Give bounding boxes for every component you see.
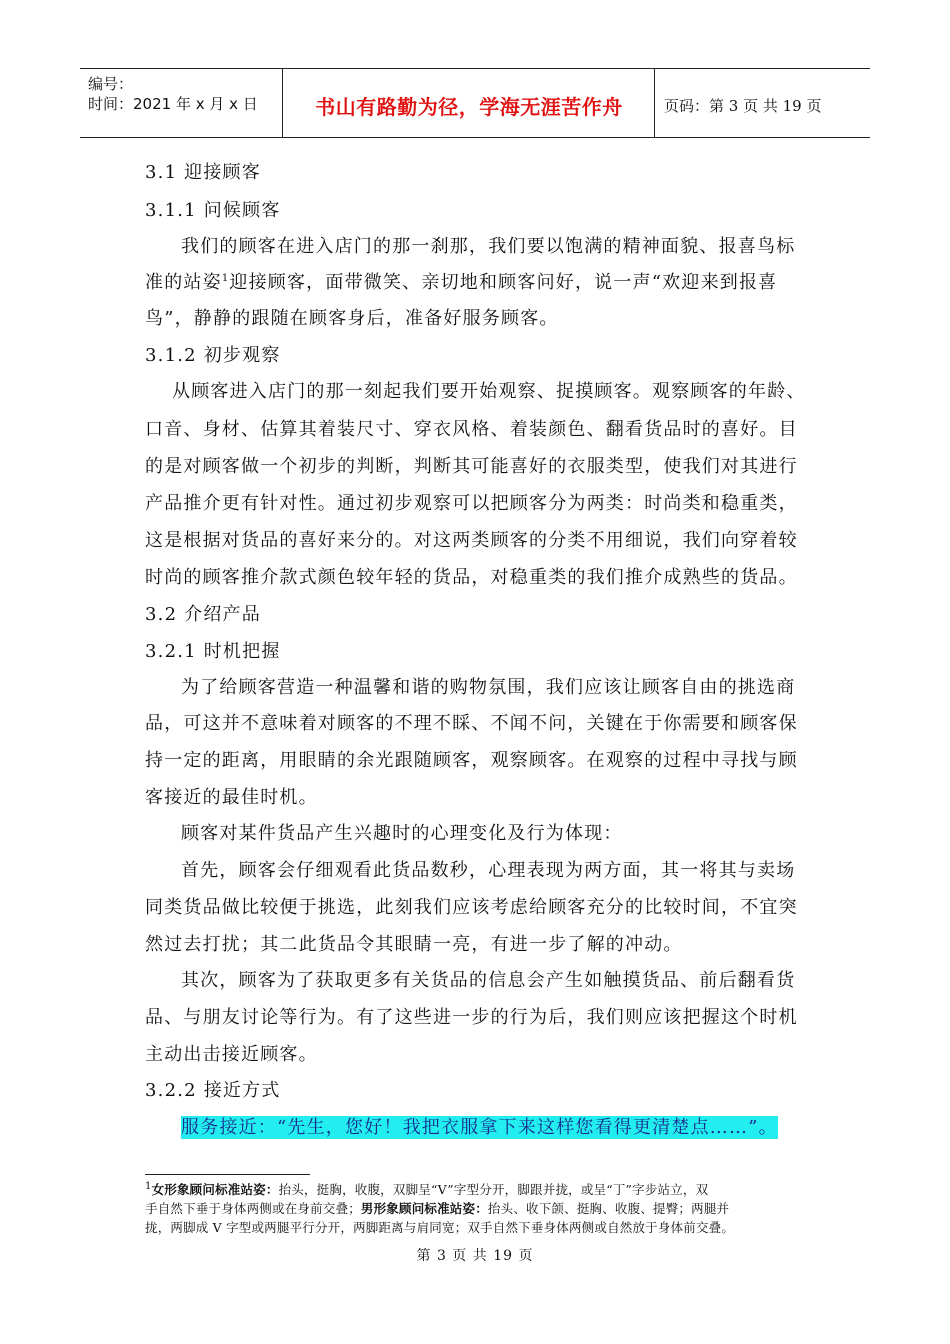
footnote-separator: [145, 1174, 310, 1175]
footnote-text: 手自然下垂于身体两侧或在身前交叠；: [145, 1201, 361, 1216]
paragraph-line: 持一定的距离，用眼睛的余光跟随顾客，观察顾客。在观察的过程中寻找与顾: [145, 750, 798, 771]
header-meta-cell: [80, 69, 283, 137]
paragraph-line: 产品推介更有针对性。通过初步观察可以把顾客分为两类：时尚类和稳重类，: [145, 493, 798, 514]
paragraph-line: 的是对顾客做一个初步的判断，判断其可能喜好的衣服类型，使我们对其进行: [145, 456, 798, 477]
paragraph-line: 其次，顾客为了获取更多有关货品的信息会产生如触摸货品、前后翻看货: [181, 970, 796, 991]
footnote-text: 抬头、收下颌、挺胸、收腹、提臀；两腿并: [487, 1201, 730, 1216]
paragraph-line: 鸟”，静静的跟随在顾客身后，准备好服务顾客。: [145, 308, 559, 329]
highlighted-line: [181, 1117, 778, 1139]
paragraph-text: 准的站姿: [145, 272, 222, 293]
paragraph-line: 从顾客进入店门的那一刻起我们要开始观察、捉摸顾客。观察顾客的年龄、: [172, 381, 806, 402]
paragraph-line: 首先，顾客会仔细观看此货品数秒，心理表现为两方面，其一将其与卖场: [181, 860, 796, 881]
paragraph-line: 品、与朋友讨论等行为。有了这些进一步的行为后，我们则应该把握这个时机: [145, 1007, 798, 1028]
footnote-female-label: 女形象顾问标准站姿：: [151, 1182, 279, 1197]
number-label: 编号：: [88, 75, 134, 93]
footnote-text: 抬头，挺胸，收腹，双脚呈“V”字型分开，脚跟并拢，或呈“丁”字步站立，双: [278, 1182, 709, 1197]
paragraph-line: 然过去打扰；其二此货品令其眼睛一亮，有进一步了解的冲动。: [145, 934, 683, 955]
paragraph-line: 品，可这并不意味着对顾客的不理不睬、不闻不问，关键在于你需要和顾客保: [145, 713, 798, 734]
paragraph-line: [145, 272, 777, 294]
highlight-text: 服务接近：“先生，您好！我把衣服拿下来这样您看得更清楚点……”。: [181, 1117, 778, 1138]
paragraph-line: 为了给顾客营造一种温馨和谐的购物氛围，我们应该让顾客自由的挑选商: [181, 677, 796, 698]
paragraph-line: 顾客对某件货品产生兴趣时的心理变化及行为体现：: [181, 823, 623, 844]
paragraph-line: 我们的顾客在进入店门的那一刹那，我们要以饱满的精神面貌、报喜鸟标: [181, 236, 796, 257]
heading-3-1-2: 3.1.2 初步观察: [145, 345, 281, 366]
header-motto-cell: [284, 69, 655, 137]
footnote-line: [145, 1199, 807, 1218]
header-page-cell: [656, 69, 870, 137]
heading-3-2: 3.2 介绍产品: [145, 604, 261, 625]
paragraph-line: 同类货品做比较便于挑选，此刻我们应该考虑给顾客充分的比较时间，不宜突: [145, 897, 798, 918]
paragraph-line: 客接近的最佳时机。: [145, 787, 318, 808]
header-table: [80, 68, 870, 138]
heading-3-2-2: 3.2.2 接近方式: [145, 1080, 281, 1101]
page-info: 页码：第 3 页 共 19 页: [664, 97, 822, 115]
motto-text: 书山有路勤为径，学海无涯苦作舟: [315, 95, 623, 119]
footnote-male-label: 男形象顾问标准站姿：: [360, 1201, 488, 1216]
paragraph-line: 主动出击接近顾客。: [145, 1044, 318, 1065]
heading-3-2-1: 3.2.1 时机把握: [145, 641, 281, 662]
footnote-mark: 1: [145, 1180, 152, 1192]
footnote-line: [145, 1180, 807, 1199]
heading-3-1: 3.1 迎接顾客: [145, 162, 261, 183]
footnote-ref[interactable]: 1: [221, 273, 230, 284]
paragraph-line: 时尚的顾客推介款式颜色较年轻的货品，对稳重类的我们推介成熟些的货品。: [145, 567, 798, 588]
heading-3-1-1: 3.1.1 问候顾客: [145, 200, 281, 221]
footnote-line: 拢，两脚成 V 字型或两腿平行分开，两脚距离与肩同宽；双手自然下垂身体两侧或自然放于身体前交叠。: [145, 1220, 735, 1235]
page-footer: 第 3 页 共 19 页: [416, 1248, 534, 1264]
paragraph-line: 口音、身材、估算其着装尺寸、穿衣风格、着装颜色、翻看货品时的喜好。目: [145, 419, 798, 440]
paragraph-line: 这是根据对货品的喜好来分的。对这两类顾客的分类不用细说，我们向穿着较: [145, 530, 798, 551]
paragraph-text: 迎接顾客，面带微笑、亲切地和顾客问好，说一声“欢迎来到报喜: [229, 272, 778, 293]
date-text: 时间：2021 年 x 月 x 日: [88, 95, 258, 113]
